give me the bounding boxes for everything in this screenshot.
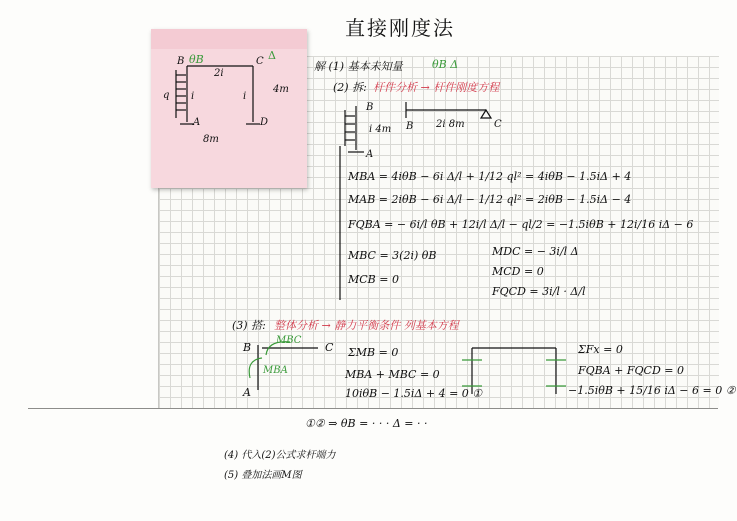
step2-column-node-b: B [366, 102, 374, 113]
sticky-beam-stiffness: 2i [214, 68, 224, 79]
step3-text: 整体分析 → 静力平衡条件 列基本方程 [274, 319, 459, 332]
step2-beam-node-b: B [406, 121, 414, 132]
eq-shear-balance: FQBA + FQCD = 0 [578, 364, 684, 377]
solve-line: ①② ⇒ θB = · · · Δ = · · [305, 417, 428, 430]
eq-fqcd: FQCD = 3i/l · Δ/l [492, 285, 586, 298]
eq-two: −1.5iθB + 15/16 iΔ − 6 = 0 ② [568, 384, 736, 397]
eq-mcd: MCD = 0 [492, 265, 544, 278]
step3-node-b: B [243, 341, 252, 354]
step1-unknowns: θB Δ [432, 58, 459, 71]
step4-text: (4) 代入(2)公式求杆端力 [224, 450, 336, 461]
page-title: 直接刚度法 [345, 16, 455, 40]
sticky-node-c: C [256, 56, 264, 67]
eq-mab: MAB = 2iθB − 6i Δ/l − 1/12 ql² = 2iθB − 1.5iΔ − 4 [348, 193, 632, 206]
step2-column-props: i 4m [369, 124, 392, 135]
eq-one: 10iθB − 1.5iΔ + 4 = 0 ① [345, 387, 483, 400]
eq-mbc: MBC = 3(2i) θB [348, 249, 437, 262]
sticky-node-d: D [260, 117, 269, 128]
eq-mba: MBA = 4iθB − 6i Δ/l + 1/12 ql² = 4iθB − 1.5iΔ + 4 [348, 170, 632, 183]
sticky-right-column-stiffness: i [243, 91, 247, 102]
sticky-theta-b: θB [189, 53, 204, 66]
eq-mdc: MDC = − 3i/l Δ [492, 245, 579, 258]
sticky-node-a: A [193, 117, 201, 128]
eq-sum-mb: ΣMB = 0 [348, 346, 399, 359]
eq-moment-balance: MBA + MBC = 0 [345, 368, 440, 381]
step5-text: (5) 叠加法画M图 [224, 470, 302, 481]
step3-label: (3) 搭: [232, 319, 266, 332]
sticky-left-column-stiffness: i [191, 91, 195, 102]
sticky-node-b: B [177, 56, 185, 67]
sticky-span: 8m [203, 134, 219, 145]
step3-node-c: C [325, 341, 334, 354]
step1-label: 解 (1) 基本未知量 [314, 60, 403, 73]
step2-beam-props: 2i 8m [436, 119, 465, 130]
eq-sum-fx: ΣFx = 0 [578, 343, 623, 356]
step3-mba-arrow-label: MBA [263, 365, 288, 376]
step2-text: 杆件分析 → 杆件刚度方程 [373, 81, 500, 94]
beam-bc-diagram [406, 102, 491, 118]
step2-beam-node-c: C [494, 119, 502, 130]
step2-label: (2) 拆: [333, 81, 367, 94]
sticky-delta: Δ [268, 49, 276, 62]
sticky-load-q: q [163, 90, 170, 101]
eq-mcb: MCB = 0 [348, 273, 399, 286]
sticky-height: 4m [273, 84, 289, 95]
step3-node-a: A [243, 386, 251, 399]
step3-mbc-arrow-label: MBC [276, 335, 302, 346]
eq-fqba: FQBA = − 6i/l θB + 12i/l Δ/l − ql/2 = −1.5iθB + 12i/16 iΔ − 6 [348, 218, 694, 231]
step2-column-node-a: A [366, 149, 374, 160]
